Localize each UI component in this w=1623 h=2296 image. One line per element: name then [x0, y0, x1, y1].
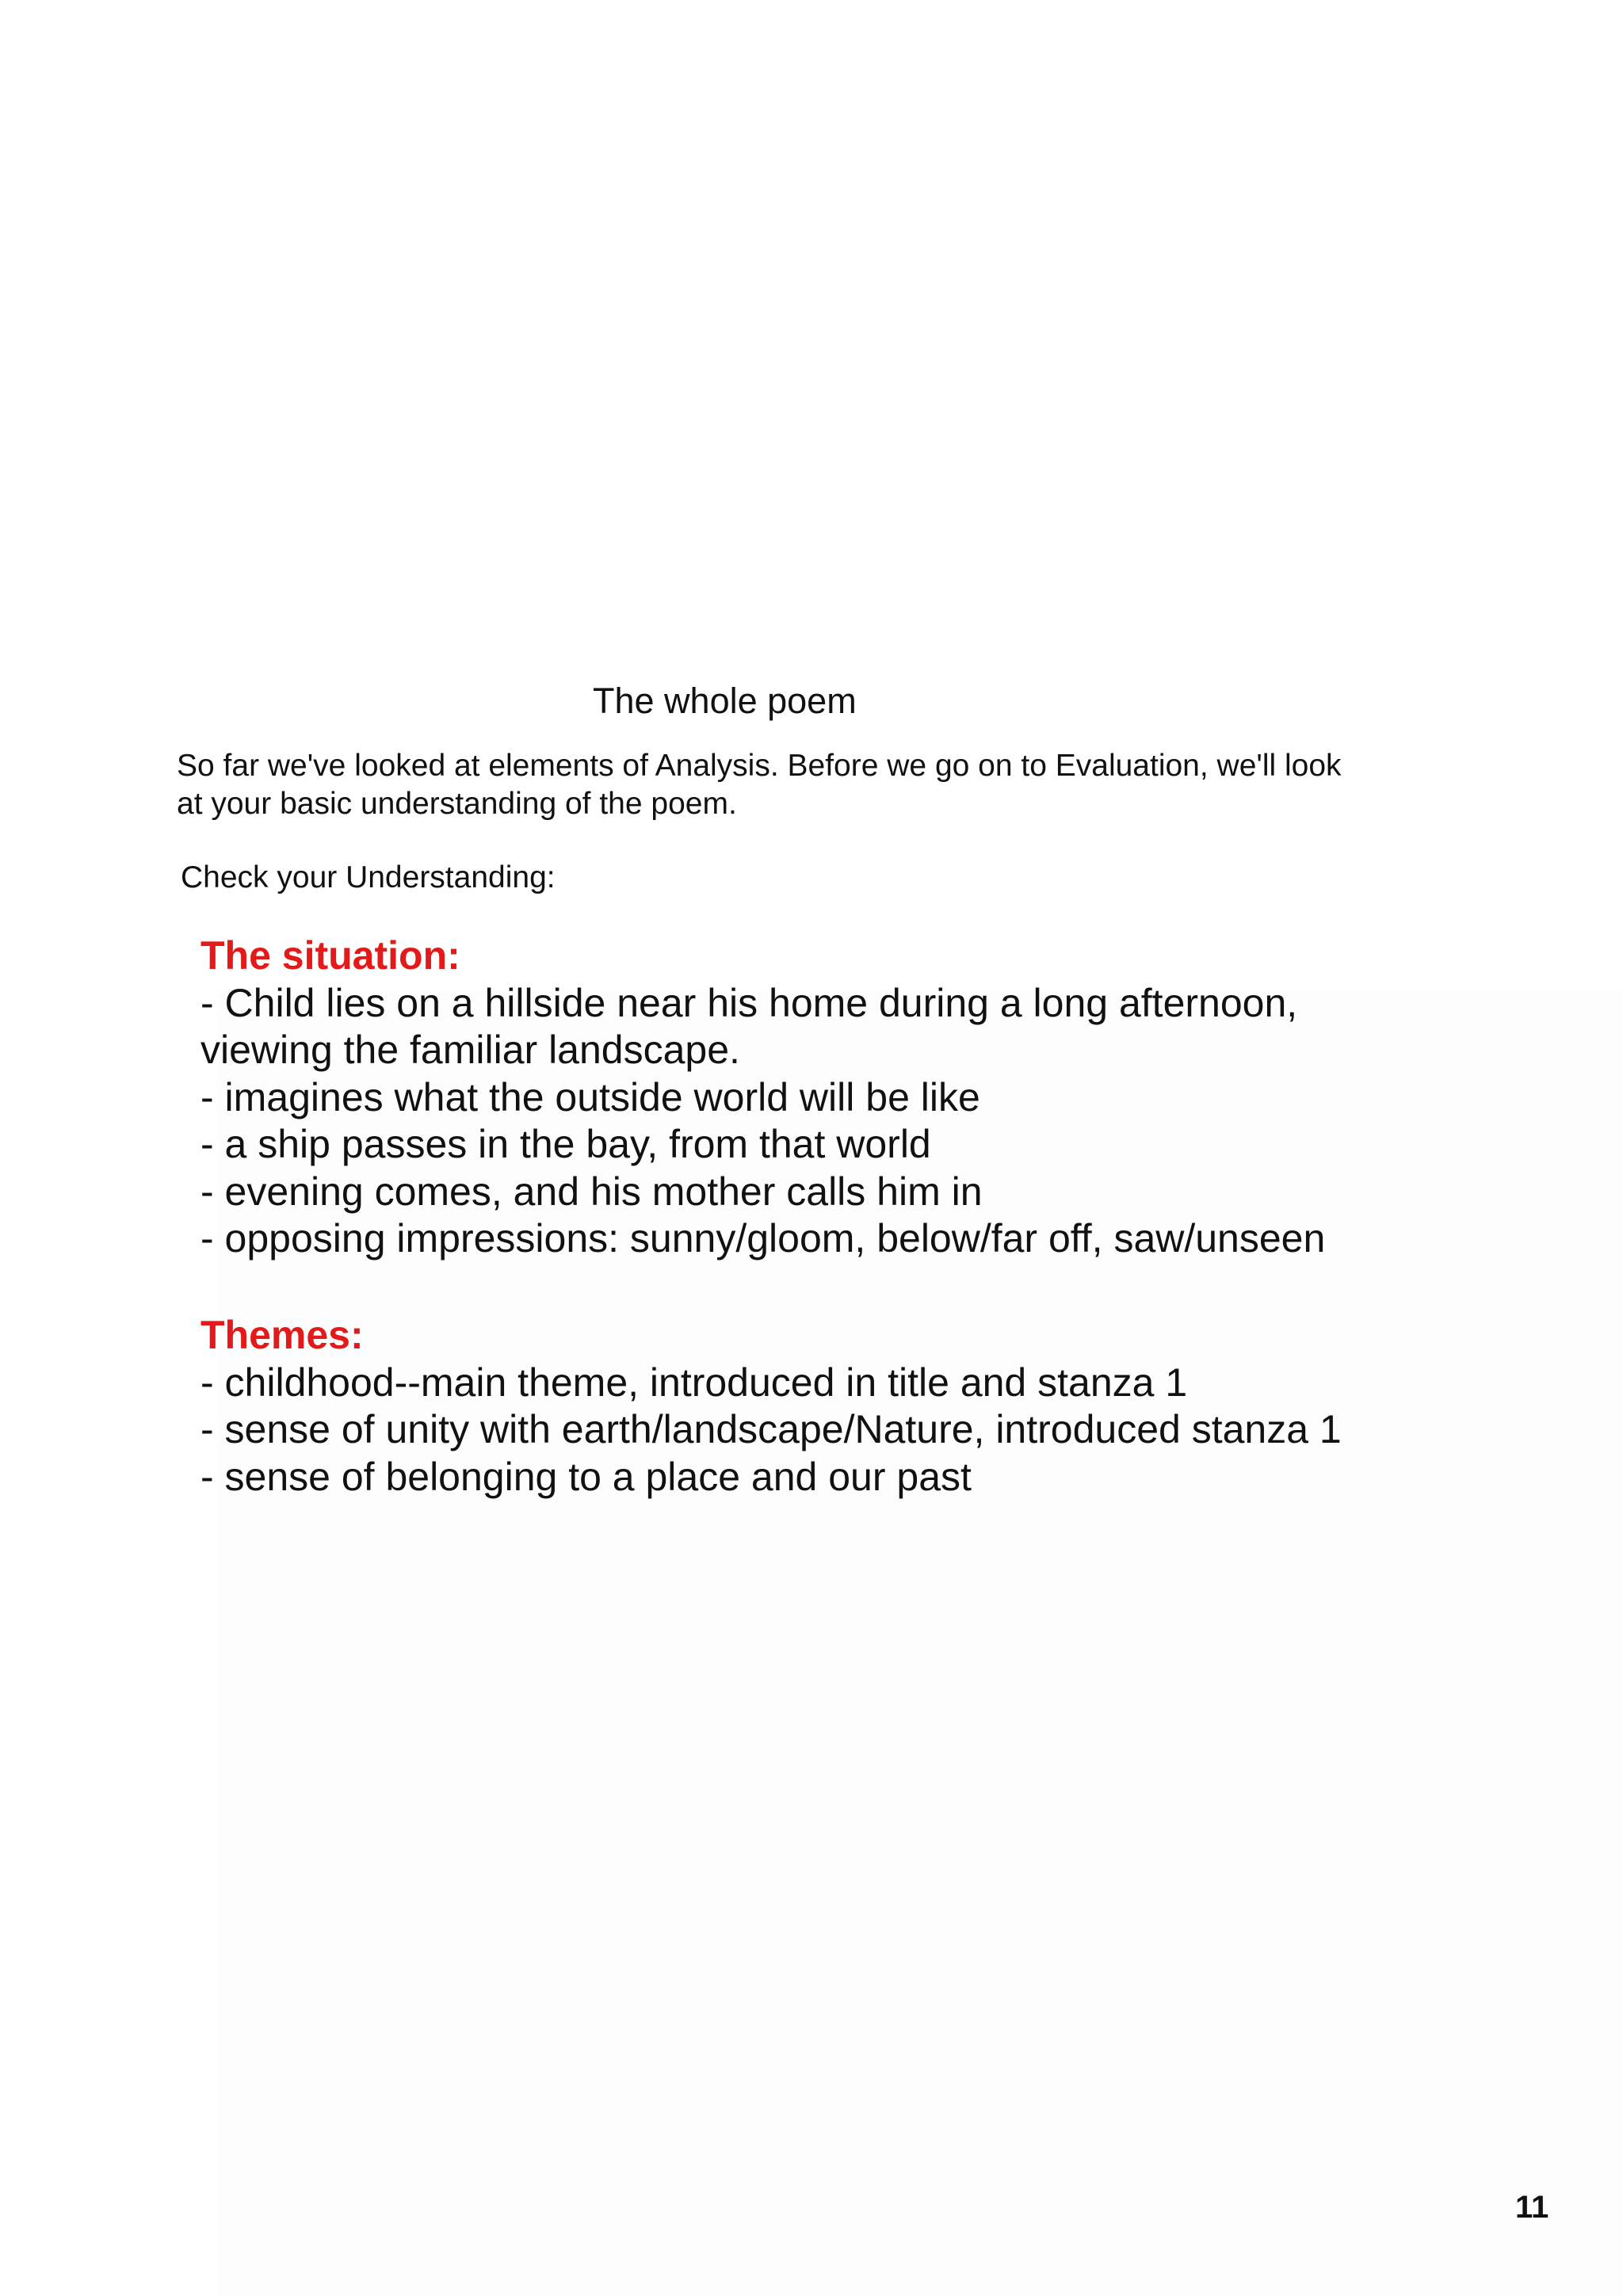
- themes-line: - childhood--main theme, introduced in title and stanza 1: [200, 1360, 1188, 1405]
- situation-line: - evening comes, and his mother calls him in: [200, 1169, 983, 1214]
- intro-line: at your basic understanding of the poem.: [177, 787, 737, 821]
- situation-section: [200, 933, 1325, 1263]
- themes-section: [200, 1312, 1342, 1501]
- intro-line: So far we've looked at elements of Analysis. Before we go on to Evaluation, we'll look: [177, 749, 1342, 783]
- themes-heading: Themes:: [200, 1313, 364, 1357]
- situation-heading: The situation:: [200, 933, 460, 978]
- situation-line: - opposing impressions: sunny/gloom, below/far off, saw/unseen: [200, 1216, 1326, 1261]
- situation-line: - imagines what the outside world will be like: [200, 1074, 980, 1119]
- intro-paragraph: [177, 747, 1342, 823]
- situation-line: viewing the familiar landscape.: [200, 1028, 740, 1072]
- page-number: 11: [1515, 2190, 1549, 2225]
- situation-line: - a ship passes in the bay, from that world: [200, 1122, 931, 1166]
- situation-line: - Child lies on a hillside near his home during a long afternoon,: [200, 980, 1298, 1025]
- page-title: The whole poem: [593, 681, 857, 721]
- themes-line: - sense of belonging to a place and our past: [200, 1454, 972, 1499]
- check-understanding-label: Check your Understanding:: [181, 860, 556, 894]
- themes-line: - sense of unity with earth/landscape/Nature, introduced stanza 1: [200, 1407, 1342, 1451]
